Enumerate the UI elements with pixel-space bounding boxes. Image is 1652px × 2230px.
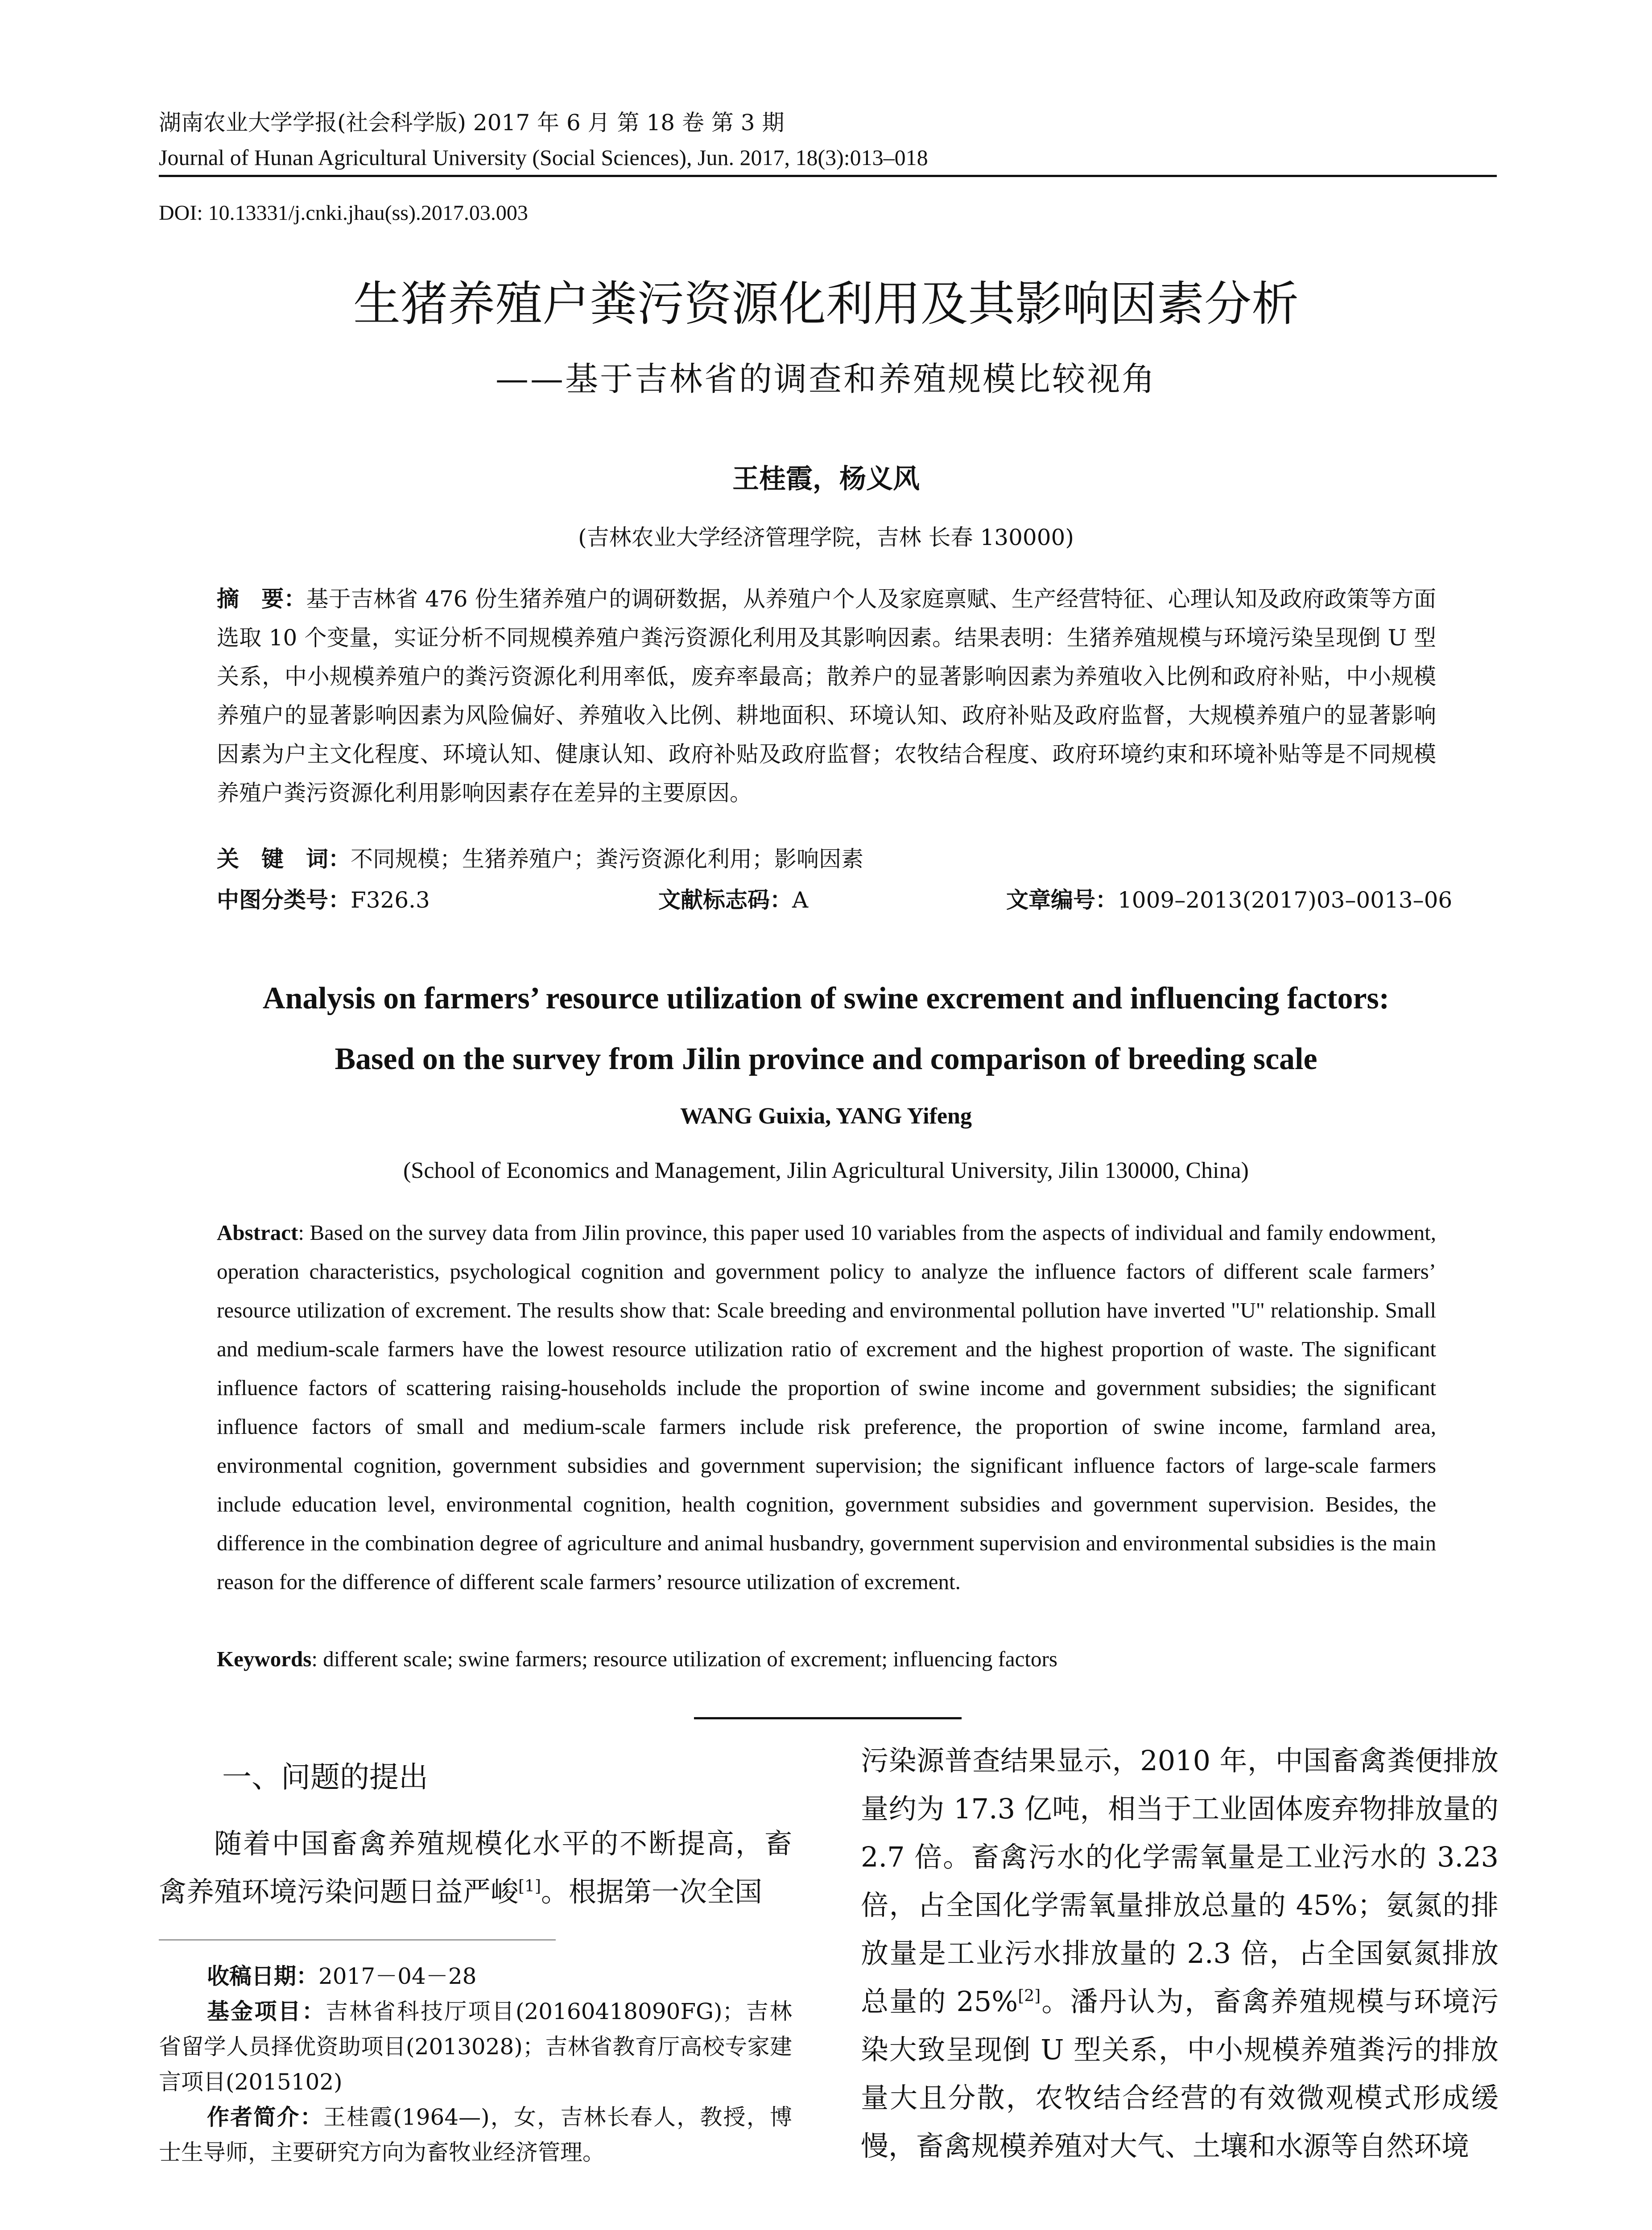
keywords-en — [217, 1643, 1436, 1675]
clc-number — [217, 887, 430, 913]
body-left-text-a: 随着中国畜禽养殖规模化水平的不断提高，畜禽养殖环境污染问题日益严峻 — [159, 1827, 792, 1908]
doc-label: 文献标志码： — [658, 887, 792, 913]
footnotes — [159, 1959, 792, 2170]
abstract-en-label: Abstract — [217, 1220, 298, 1245]
keywords-cn-text: 不同规模；生猪养殖户；粪污资源化利用；影响因素 — [351, 846, 863, 872]
body-column-right — [861, 1737, 1499, 2170]
abstract-cn-text: 基于吉林省 476 份生猪养殖户的调研数据，从养殖户个人及家庭禀赋、生产经营特征、心理认知及政府政策等方面选取 10 个变量，实证分析不同规模养殖户粪污资源化利用及其影响因素。结果表明：生猪养殖规模与环境污染呈现倒 U 型关系，中小规模养殖户的粪污资源化利用率低，废弃率最高；散养户的显著影响因素为养殖收入比例和政府补贴，中小规模养殖户的显著影响因素为风险偏好、养殖收入比例、耕地面积、环境认知、政府补贴及政府监督，大规模养殖户的显著影响因素为户主文化程度、环境认知、健康认知、政府补贴及政府监督；农牧结合程度、政府环境约束和环境补贴等是不同规模养殖户粪污资源化利用影响因素存在差异的主要原因。 — [217, 586, 1436, 806]
keywords-cn-label: 关 键 词： — [217, 846, 351, 872]
bio-label: 作者简介： — [207, 2104, 323, 2130]
fund-value: 吉林省科技厅项目(20160418090FG)；吉林省留学人员择优资助项目(2013028)；吉林省教育厅高校专家建言项目(2015102) — [159, 1999, 792, 2095]
journal-header-en: Journal of Hunan Agricultural University (Social Sciences), Jun. 2017, 18(3):013–018 — [159, 145, 928, 170]
fund-label: 基金项目： — [207, 1999, 326, 2024]
affiliation-en: (School of Economics and Management, Jilin Agricultural University, Jilin 130000, China) — [403, 1158, 1249, 1183]
paper-title-en-line2: Based on the survey from Jilin province and comparison of breeding scale — [335, 1042, 1317, 1076]
footnote-bio — [159, 2100, 792, 2170]
journal-header-cn: 湖南农业大学学报(社会科学版) 2017 年 6 月 第 18 卷 第 3 期 — [159, 110, 785, 136]
body-column-left — [159, 1820, 792, 1916]
abstract-cn — [217, 580, 1436, 813]
abstract-en — [217, 1213, 1436, 1601]
keywords-cn — [217, 843, 1436, 875]
citation-ref[interactable]: [2] — [1018, 1987, 1041, 2005]
footnote-received — [159, 1959, 792, 1994]
clc-value: F326.3 — [351, 887, 430, 913]
section-separator-rule — [694, 1717, 962, 1719]
bio-value: 王桂霞(1964—)，女，吉林长春人，教授，博士生导师，主要研究方向为畜牧业经济管理。 — [159, 2104, 792, 2165]
keywords-en-label: Keywords — [217, 1647, 312, 1671]
affiliation-cn: (吉林农业大学经济管理学院，吉林 长春 130000) — [578, 524, 1074, 550]
paper-title-en-line1: Analysis on farmers’ resource utilization of swine excrement and influencing factors: — [262, 981, 1390, 1016]
art-label: 文章编号： — [1006, 887, 1118, 913]
clc-label: 中图分类号： — [217, 887, 351, 913]
document-code — [658, 884, 808, 916]
body-right-text-b: 。潘丹认为，畜禽养殖规模与环境污染大致呈现倒 U 型关系，中小规模养殖粪污的排放量大且分散，农牧结合经营的有效微观模式形成缓慢，畜禽规模养殖对大气、土壤和水源等自然环境 — [861, 1985, 1499, 2162]
abstract-en-text: : Based on the survey data from Jilin province, this paper used 10 variables from the aspects of individual and family endowment, operation characteristics, psychological cognition and government policy to analyze the influence factors of different scale farmers’ resource utilization of excrement. The results show that: Scale breeding and environmental pollution have inverted "U" relationship. Small and medium-scale farmers have the lowest resource utilization ratio of excrement and the highest proportion of waste. The significant influence factors of scattering raising-households include the proportion of swine income and government subsidies; the significant influence factors of small and medium-scale farmers include risk preference, the proportion of swine income, farmland area, environmental cognition, government subsidies and government supervision; the significant influence factors of large-scale farmers include education level, environmental cognition, health cognition, government subsidies and government supervision. Besides, the difference in the combination degree of agriculture and animal husbandry, government supervision and environmental subsidies is the main reason for the difference of different scale farmers’ resource utilization of excrement. — [217, 1220, 1436, 1594]
art-value: 1009–2013(2017)03–0013–06 — [1118, 887, 1453, 913]
keywords-en-text: : different scale; swine farmers; resource utilization of excrement; influencing factors — [311, 1647, 1057, 1671]
authors-cn: 王桂霞，杨义风 — [732, 463, 920, 495]
doi: DOI: 10.13331/j.cnki.jhau(ss).2017.03.003 — [159, 201, 528, 225]
footnote-rule — [159, 1939, 556, 1941]
paper-subtitle-cn: ——基于吉林省的调查和养殖规模比较视角 — [496, 360, 1156, 398]
body-right-text-a: 污染源普查结果显示，2010 年，中国畜禽粪便排放量约为 17.3 亿吨，相当于工业固体废弃物排放量的 2.7 倍。畜禽污水的化学需氧量是工业污水的 3.23 倍，占全国化学需氧量排放总量的 45%；氨氮的排放量是工业污水排放量的 2.3 倍，占全国氨氮排放总量的 25% — [861, 1744, 1499, 2018]
body-left-text-b: 。根据第一次全国 — [541, 1875, 763, 1908]
authors-en: WANG Guixia, YANG Yifeng — [680, 1103, 972, 1129]
classification-row — [217, 884, 1453, 916]
header-rule — [159, 175, 1497, 177]
doc-value: A — [792, 887, 809, 913]
citation-ref[interactable]: [1] — [518, 1877, 541, 1896]
section-heading: 一、问题的提出 — [222, 1760, 428, 1794]
article-number — [1006, 884, 1452, 916]
received-label: 收稿日期： — [207, 1963, 318, 1989]
received-value: 2017－04－28 — [318, 1963, 477, 1989]
paper-title-cn: 生猪养殖户粪污资源化利用及其影响因素分析 — [353, 277, 1299, 331]
footnote-fund — [159, 1994, 792, 2100]
abstract-cn-label: 摘 要： — [217, 586, 306, 612]
